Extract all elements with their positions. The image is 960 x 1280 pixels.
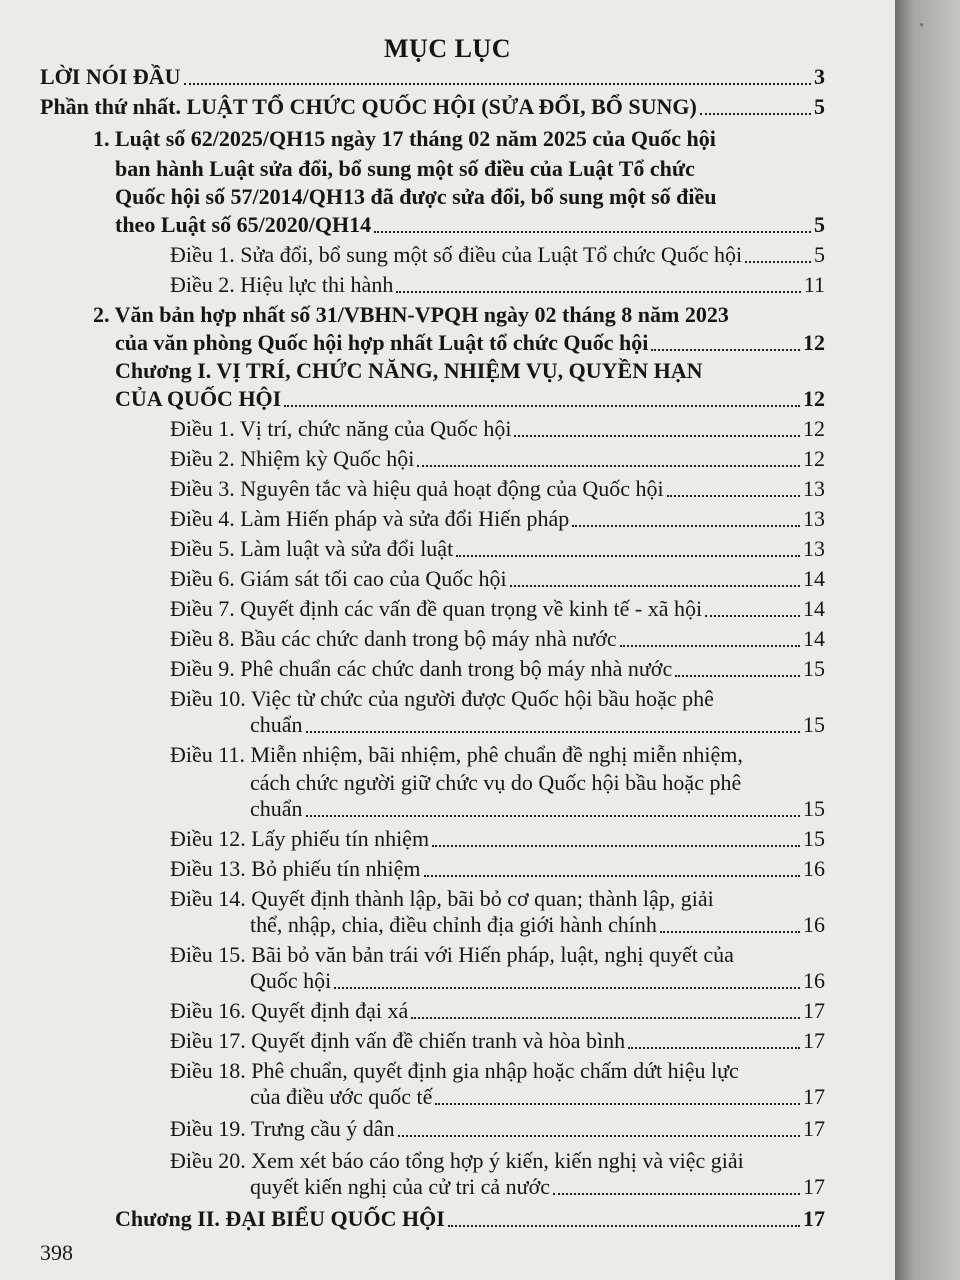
toc-entry-title: Điều 15. Bãi bỏ văn bản trái với Hiến pháp, luật, nghị quyết của (170, 942, 734, 967)
toc-entry-title-line: chuẩn (250, 796, 303, 821)
leader-dots (700, 113, 811, 115)
toc-page-number: 17 (803, 1174, 825, 1199)
toc-entry-title-line: cách chức người giữ chức vụ do Quốc hội bầu hoặc phê (250, 770, 742, 795)
toc-page-number: 13 (803, 476, 825, 501)
toc-page-number: 16 (803, 856, 825, 881)
leader-dots (514, 435, 800, 437)
toc-entry-article[interactable] (170, 1026, 825, 1056)
toc-entry-title-line: Quốc hội (250, 968, 332, 993)
toc-entry-title: Điều 4. Làm Hiến pháp và sửa đổi Hiến pháp (170, 506, 570, 531)
toc-page-number: 16 (803, 912, 825, 937)
toc-entry-title-line: thể, nhập, chia, điều chỉnh địa giới hành chính (250, 912, 657, 937)
toc-entry-title: Điều 11. Miễn nhiệm, bãi nhiệm, phê chuẩn đề nghị miễn nhiệm, (170, 742, 743, 767)
leader-dots (448, 1225, 800, 1227)
toc-entry-chapter-1[interactable] (115, 384, 825, 414)
leader-dots (432, 845, 800, 847)
leader-dots (745, 261, 811, 263)
toc-entry-title: Điều 1. Vị trí, chức năng của Quốc hội (170, 416, 512, 441)
toc-page-number: 3 (814, 64, 825, 89)
toc-page-number: 15 (803, 712, 825, 737)
toc-entry-article[interactable] (170, 854, 825, 884)
leader-dots (572, 525, 800, 527)
toc-page-number: 5 (814, 242, 825, 267)
toc-page-number: 17 (803, 1116, 825, 1141)
toc-entry-article[interactable] (170, 594, 825, 624)
leader-dots (675, 675, 800, 677)
leader-dots (411, 1017, 800, 1019)
page-title: MỤC LỤC (384, 34, 511, 63)
leader-dots (374, 231, 811, 233)
toc-entry-consolidated-text[interactable] (115, 328, 825, 358)
leader-dots (396, 291, 800, 293)
toc-entry-article[interactable] (170, 414, 825, 444)
toc-page-number: 5 (814, 212, 825, 237)
toc-page-number: 12 (803, 386, 825, 411)
page-number: 398 (40, 1240, 73, 1265)
toc-page-number: 17 (803, 1028, 825, 1053)
leader-dots (660, 931, 800, 933)
leader-dots (553, 1193, 800, 1195)
leader-dots (510, 585, 800, 587)
toc-page-number: 14 (803, 566, 825, 591)
toc-entry-article[interactable] (250, 1082, 825, 1112)
leader-dots (284, 405, 800, 407)
toc-page-number: 16 (803, 968, 825, 993)
toc-entry-law-62[interactable] (115, 210, 825, 240)
toc-chapter-title-line: CỦA QUỐC HỘI (115, 386, 282, 411)
toc-entry-title-line: ban hành Luật sửa đổi, bổ sung một số điều của Luật Tổ chức (115, 156, 695, 181)
toc-entry-title: LỜI NÓI ĐẦU (40, 64, 181, 89)
toc-page-number: 13 (803, 536, 825, 561)
toc-entry-article[interactable] (170, 474, 825, 504)
toc-page-number: 11 (803, 272, 825, 297)
toc-page-number: 15 (803, 796, 825, 821)
toc-entry-title: Điều 1. Sửa đổi, bổ sung một số điều của Luật Tổ chức Quốc hội (170, 242, 743, 267)
toc-entry-title: Điều 9. Phê chuẩn các chức danh trong bộ máy nhà nước (170, 656, 673, 681)
leader-dots (398, 1135, 800, 1137)
toc-entry-title: Điều 20. Xem xét báo cáo tổng hợp ý kiến, kiến nghị và việc giải (170, 1148, 744, 1173)
toc-entry-article[interactable] (250, 966, 825, 996)
toc-entry-title-line: của văn phòng Quốc hội hợp nhất Luật tổ chức Quốc hội (115, 330, 649, 355)
leader-dots (417, 465, 800, 467)
toc-page-number: 15 (803, 656, 825, 681)
toc-entry-article[interactable] (170, 270, 825, 300)
toc-entry-title: Điều 12. Lấy phiếu tín nhiệm (170, 826, 430, 851)
toc-page-number: 14 (803, 596, 825, 621)
toc-entry-title-line: quyết kiến nghị của cử tri cả nước (250, 1174, 550, 1199)
toc-entry-article[interactable] (170, 444, 825, 474)
toc-entry-title: Điều 7. Quyết định các vấn đề quan trọng về kinh tế - xã hội (170, 596, 703, 621)
toc-entry-title: Điều 8. Bầu các chức danh trong bộ máy nhà nước (170, 626, 617, 651)
leader-dots (667, 495, 800, 497)
toc-page-number: 13 (803, 506, 825, 531)
toc-entry-chapter-2[interactable] (115, 1204, 825, 1234)
toc-entry-title: Điều 10. Việc từ chức của người được Quốc hội bầu hoặc phê (170, 686, 714, 711)
toc-entry-article[interactable] (170, 624, 825, 654)
toc-entry-title: Điều 5. Làm luật và sửa đổi luật (170, 536, 454, 561)
toc-entry-title: Điều 3. Nguyên tắc và hiệu quả hoạt động của Quốc hội (170, 476, 664, 501)
leader-dots (705, 615, 800, 617)
leader-dots (334, 987, 800, 989)
leader-dots (424, 875, 800, 877)
toc-entry-title-line: chuẩn (250, 712, 303, 737)
toc-entry-title-line: của điều ước quốc tế (250, 1084, 433, 1109)
toc-entry-article[interactable] (170, 996, 825, 1026)
leader-dots (435, 1103, 800, 1105)
leader-dots (456, 555, 800, 557)
toc-page-number: 12 (803, 330, 825, 355)
toc-entry-article[interactable] (250, 794, 825, 824)
toc-entry-title-line: theo Luật số 65/2020/QH14 (115, 212, 372, 237)
toc-entry-article[interactable] (170, 564, 825, 594)
toc-entry-title: Phần thứ nhất. LUẬT TỔ CHỨC QUỐC HỘI (SỬA ĐỔI, BỔ SUNG) (40, 94, 697, 119)
toc-chapter-title: Chương I. VỊ TRÍ, CHỨC NĂNG, NHIỆM VỤ, QUYỀN HẠN (115, 358, 703, 383)
toc-entry-title: Điều 13. Bỏ phiếu tín nhiệm (170, 856, 421, 881)
toc-entry-article[interactable] (170, 504, 825, 534)
toc-entry-article[interactable] (170, 654, 825, 684)
toc-entry-article[interactable] (170, 1114, 825, 1144)
leader-dots (306, 731, 800, 733)
toc-page-number: 15 (803, 826, 825, 851)
toc-page-number: 17 (803, 1206, 825, 1231)
toc-entry-title: Điều 17. Quyết định vấn đề chiến tranh và hòa bình (170, 1028, 626, 1053)
toc-page-number: 5 (814, 94, 825, 119)
bleed-through-mark: · (918, 12, 926, 37)
toc-entry-title: Điều 2. Hiệu lực thi hành (170, 272, 394, 297)
toc-entry-title: Điều 6. Giám sát tối cao của Quốc hội (170, 566, 507, 591)
toc-entry-article[interactable] (250, 1172, 825, 1202)
toc-entry-title-line: Quốc hội số 57/2014/QH13 đã được sửa đổi, bổ sung một số điều (115, 184, 717, 209)
toc-chapter-title: Chương II. ĐẠI BIỂU QUỐC HỘI (115, 1206, 445, 1231)
toc-entry-title: 1. Luật số 62/2025/QH15 ngày 17 tháng 02 năm 2025 của Quốc hội (93, 126, 716, 151)
toc-entry-title: Điều 16. Quyết định đại xá (170, 998, 409, 1023)
toc-entry-title: Điều 2. Nhiệm kỳ Quốc hội (170, 446, 415, 471)
toc-entry-article[interactable] (170, 240, 825, 270)
toc-entry-title: Điều 19. Trưng cầu ý dân (170, 1116, 395, 1141)
next-page-edge (895, 0, 960, 1280)
toc-entry-title: 2. Văn bản hợp nhất số 31/VBHN-VPQH ngày 02 tháng 8 năm 2023 (93, 302, 729, 327)
toc-entry-article[interactable] (170, 824, 825, 854)
toc-page-number: 12 (803, 416, 825, 441)
leader-dots (306, 815, 800, 817)
leader-dots (628, 1047, 800, 1049)
toc-page-number: 17 (803, 998, 825, 1023)
leader-dots (184, 83, 811, 85)
leader-dots (651, 349, 800, 351)
toc-entry-article[interactable] (170, 534, 825, 564)
toc-page-number: 12 (803, 446, 825, 471)
toc-entry-article[interactable] (250, 910, 825, 940)
toc-entry-preface[interactable] (40, 62, 825, 92)
toc-page-number: 17 (803, 1084, 825, 1109)
toc-entry-title: Điều 14. Quyết định thành lập, bãi bỏ cơ quan; thành lập, giải (170, 886, 714, 911)
leader-dots (620, 645, 800, 647)
toc-entry-part-1[interactable] (40, 92, 825, 122)
toc-entry-title: Điều 18. Phê chuẩn, quyết định gia nhập hoặc chấm dứt hiệu lực (170, 1058, 739, 1083)
toc-entry-article[interactable] (250, 710, 825, 740)
toc-page-number: 14 (803, 626, 825, 651)
